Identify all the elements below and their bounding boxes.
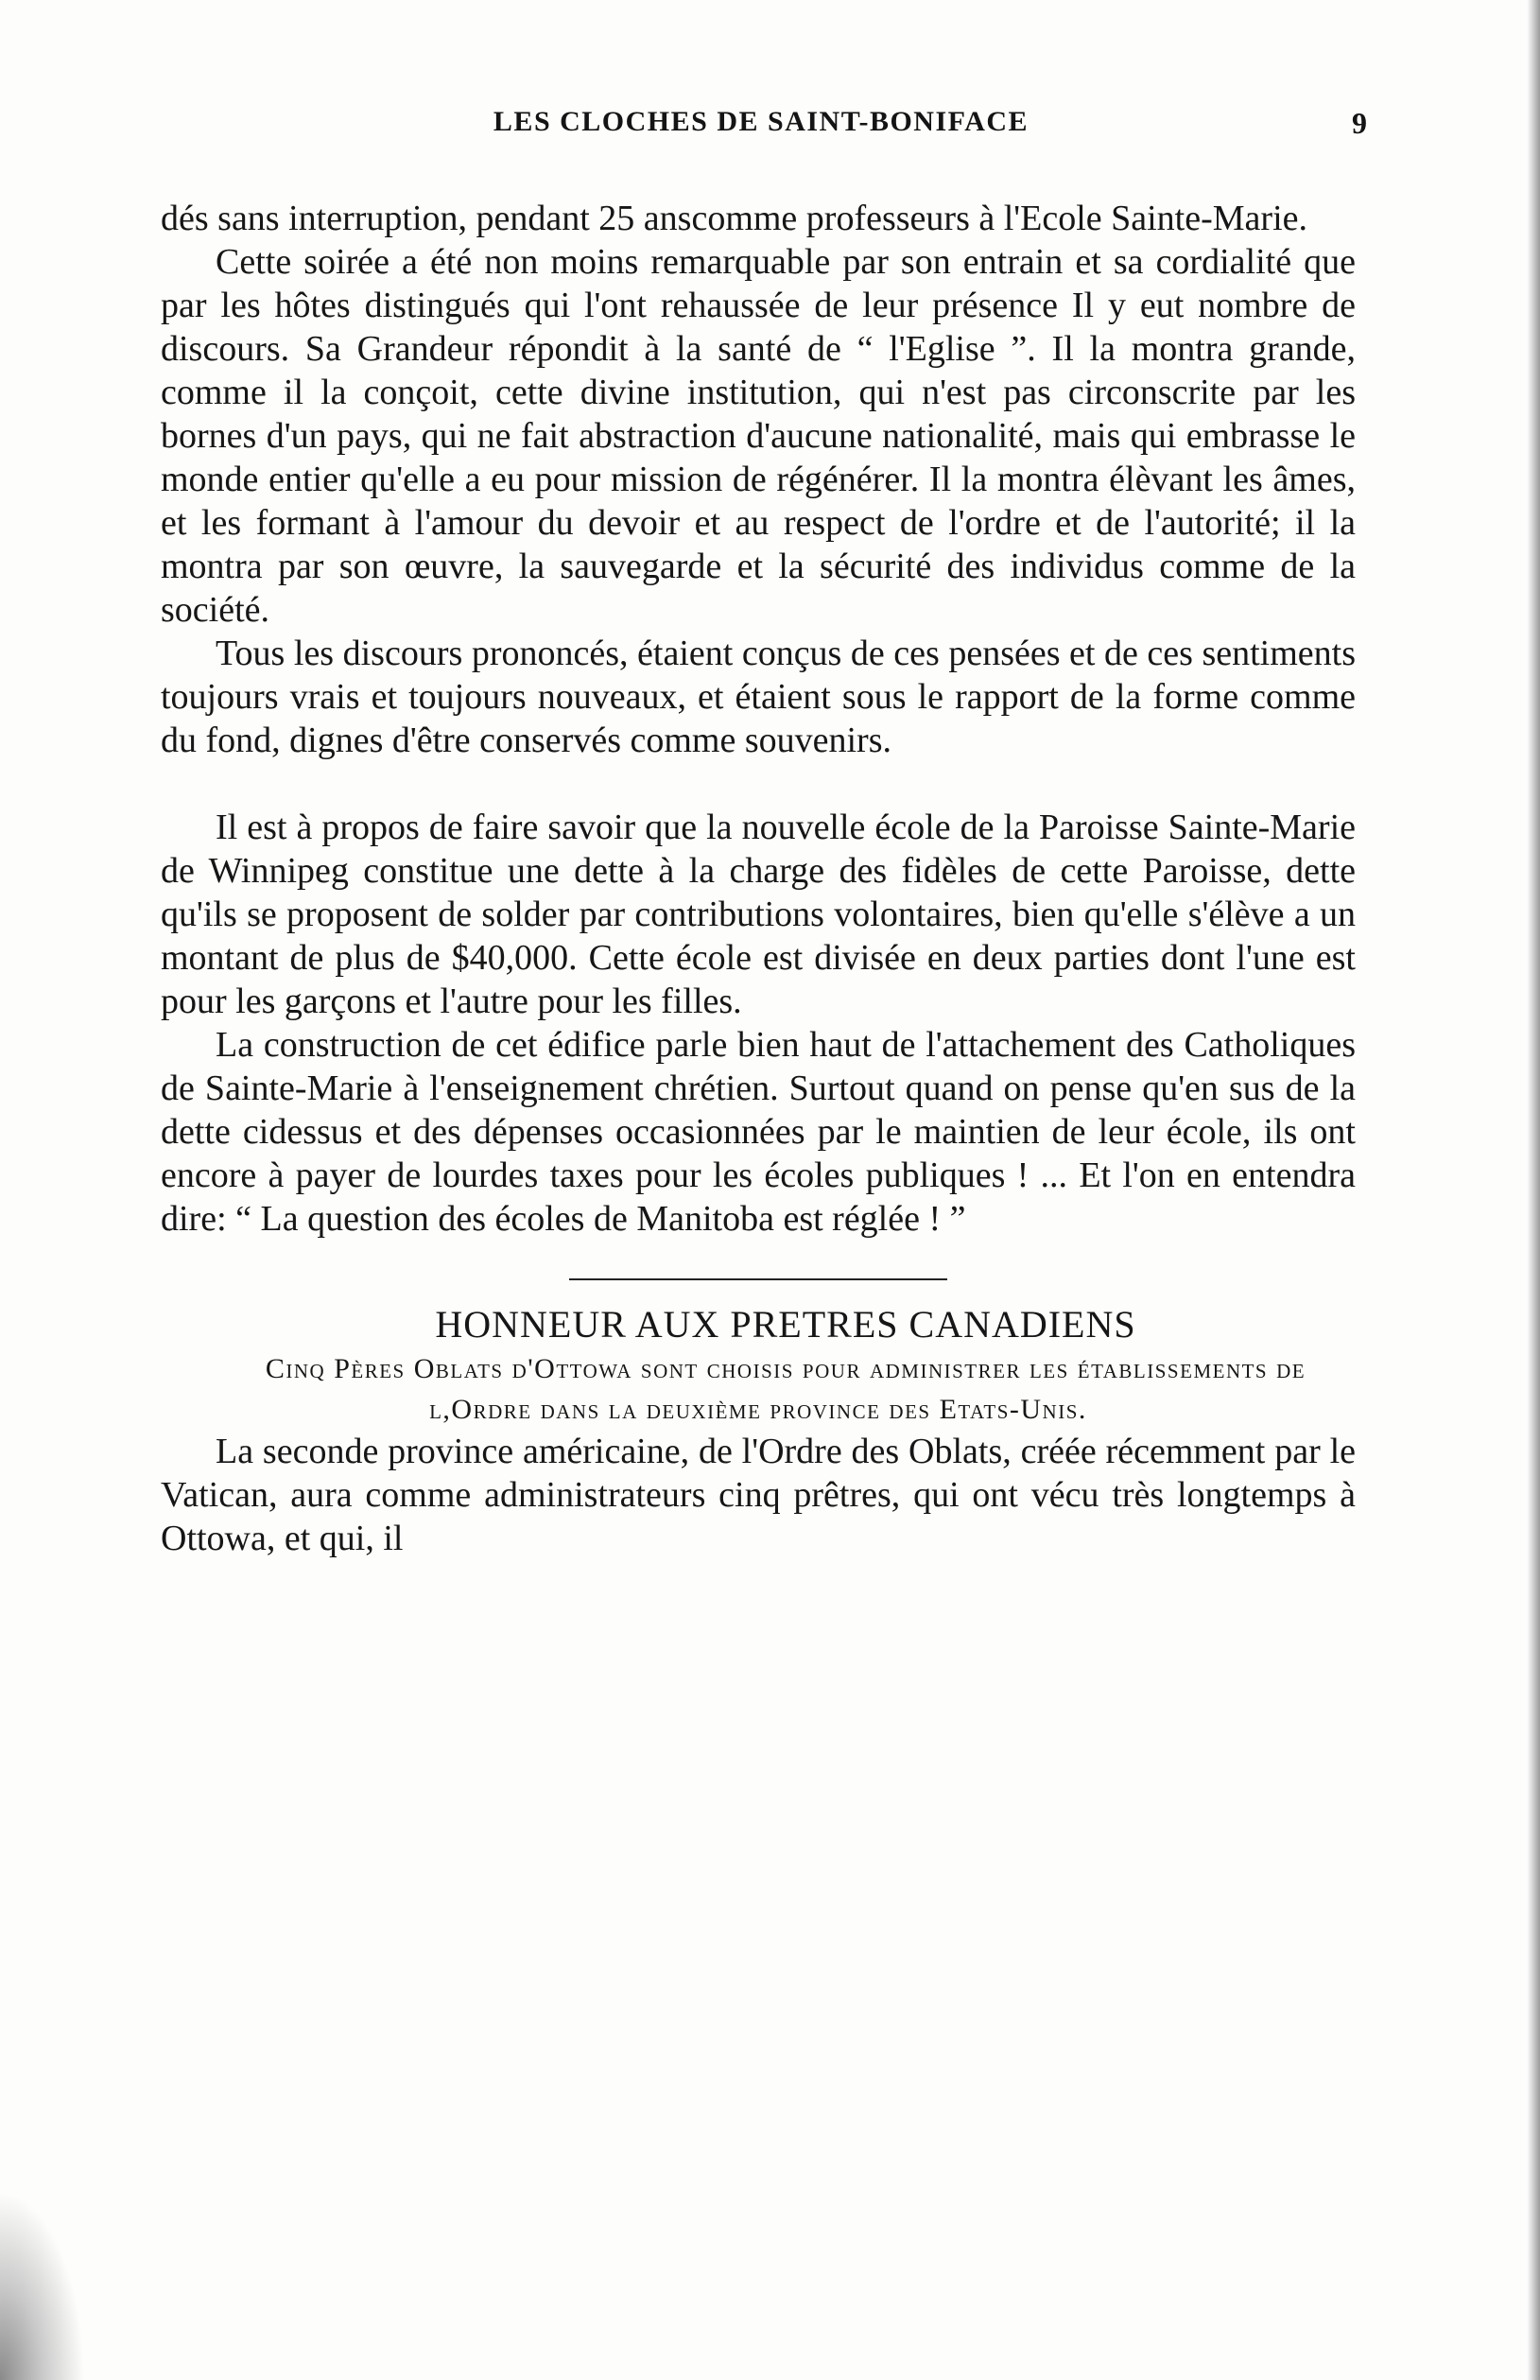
paragraph-construction: La construction de cet édifice parle bien haut de l'attachement des Catholiques de Sainte-Marie à l'enseignement chrétien. Surtout quand on pense qu'en sus de la dette cidessus et des dépenses occasionnées par le maintien de leur école, ils ont encore à payer de lourdes taxes pour les écoles publiques ! ... Et l'on en entendra dire: “ La question des écoles de Manitoba est réglée ! ” bbox=[161, 1025, 1356, 1239]
section-subtitle: Cinq Pères Oblats d'Ottowa sont choisis pour administrer les établissements de l,Ordre dans la deuxième province des Etats-Unis. bbox=[265, 1353, 1306, 1425]
paragraph-discours: Tous les discours prononcés, étaient conçus de ces pensées et de ces sentiments toujours vrais et toujours nouveaux, et étaient sous le rapport de la forme comme du fond, dignes d'être conservés comme souvenirs. bbox=[161, 634, 1356, 760]
running-header bbox=[161, 106, 1367, 148]
page-corner-shadow bbox=[0, 2191, 85, 2380]
paragraph-continuation: dés sans interruption, pendant 25 anscomme professeurs à l'Ecole Sainte-Marie. bbox=[161, 199, 1307, 238]
section-title: HONNEUR AUX PRETRES CANADIENS bbox=[435, 1303, 1136, 1346]
page-number: 9 bbox=[1352, 106, 1367, 140]
section-divider bbox=[569, 1278, 947, 1280]
paragraph-soiree: Cette soirée a été non moins remarquable par son entrain et sa cordialité que par les hôtes distingués qui l'ont rehaussée de leur présence Il y eut nombre de discours. Sa Grandeur répondit à la santé de “ l'Eglise ”. Il la montra grande, comme il la conçoit, cette divine institution, qui n'est pas circonscrite par les bornes d'un pays, qui ne fait abstraction d'aucune nationalité, mais qui embrasse le monde entier qu'elle a eu pour mission de régénérer. Il la montra élèvant les âmes, et les formant à l'amour du devoir et au respect de l'ordre et de l'autorité; il la montra par son œuvre, la sauvegarde et la sécurité des individus comme de la société. bbox=[161, 242, 1356, 630]
main-text bbox=[161, 197, 1356, 1560]
running-title: LES CLOCHES DE SAINT-BONIFACE bbox=[493, 106, 1030, 137]
paragraph-oblats: La seconde province américaine, de l'Ordre des Oblats, créée récemment par le Vatican, aura comme administrateurs cinq prêtres, qui ont vécu très longtemps à Ottowa, et qui, il bbox=[161, 1432, 1356, 1558]
paragraph-ecole: Il est à propos de faire savoir que la nouvelle école de la Paroisse Sainte-Marie de Winnipeg constitue une dette à la charge des fidèles de cette Paroisse, dette qu'ils se proposent de solder par contributions volontaires, bien qu'elle s'élève a un montant de plus de $40,000. Cette école est divisée en deux parties dont l'une est pour les garçons et l'autre pour les filles. bbox=[161, 808, 1356, 1021]
page-edge-shadow bbox=[1527, 0, 1540, 2380]
